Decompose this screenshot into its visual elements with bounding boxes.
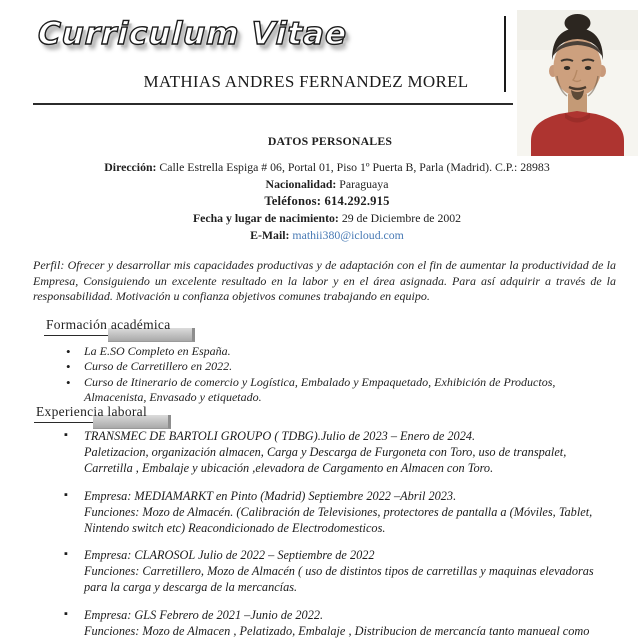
education-list bbox=[84, 344, 614, 405]
personal-data-heading: DATOS PERSONALES bbox=[267, 134, 393, 148]
birthdate-value: 29 de Diciembre de 2002 bbox=[341, 211, 462, 225]
address-label: Dirección: bbox=[104, 160, 157, 174]
profile-summary: Perfil: Ofrecer y desarrollar mis capacidades productivas y de adaptación con el fin de aumentar la productividad de la Empresa, Consiguiendo un excelente resultado en la labor y en el área asignada. Para así adquirir a través de la responsabilidad. Motivación u confianza objetivos comunes trabajando en equipo. bbox=[33, 258, 616, 304]
experience-item bbox=[84, 429, 612, 477]
experience-item-desc: Funciones: Mozo de Almacen , Pelatizado, Embalaje , Distribucion de mercancía tanto manueal como bbox=[84, 624, 590, 639]
phone-label: Teléfonos: bbox=[264, 194, 322, 208]
education-item: • Curso de Itinerario de comercio y Logística, Embalado y Empaquetado, Exhibición de Productos, Almacenista, Envasado y etiquetado. bbox=[84, 375, 614, 406]
phone-line bbox=[12, 193, 640, 210]
phone-value: 614.292.915 bbox=[324, 194, 390, 208]
experience-list bbox=[84, 429, 612, 640]
education-item: • Curso de Carretillero en 2022. bbox=[84, 359, 614, 374]
email-label: E-Mail: bbox=[250, 228, 290, 242]
email-line bbox=[12, 227, 640, 244]
experience-item-desc: Funciones: Mozo de Almacén. (Calibración de Televisiones, protectores de pantalla a (Móviles, Tablet, Nintendo switch etc) Reacondicionado de Electrodomesticos. bbox=[84, 504, 593, 535]
nationality-line bbox=[12, 176, 640, 193]
address-line bbox=[12, 159, 640, 176]
candidate-name: MATHIAS ANDRES FERNANDEZ MOREL bbox=[143, 72, 469, 91]
address-value: Calle Estrella Espiga # 06, Portal 01, Piso 1º Puerta B, Parla (Madrid). C.P.: 28983 bbox=[159, 160, 550, 174]
education-heading-label: Formación académica bbox=[46, 317, 171, 332]
experience-item-title: ▪ Empresa: GLS Febrero de 2021 –Junio de 2022. bbox=[84, 608, 324, 623]
experience-item-title: ▪ Empresa: CLAROSOL Julio de 2022 – Septiembre de 2022 bbox=[84, 548, 375, 563]
experience-item-desc: Paletizacion, organización almacen, Carga y Descarga de Furgoneta con Toro, uso de transpalet, Carretilla , Embalaje y ubicación ,elevadora de Cargamento en Almacen con Toro. bbox=[84, 444, 567, 475]
cv-wordart-title: Curriculum Vitae bbox=[37, 16, 348, 52]
experience-item bbox=[84, 608, 612, 640]
experience-item-title: ▪ Empresa: MEDIAMARKT en Pinto (Madrid) Septiembre 2022 –Abril 2023. bbox=[84, 488, 457, 503]
experience-item-title: ▪ TRANSMEC DE BARTOLI GROUPO ( TDBG).Julio de 2023 – Enero de 2024. bbox=[84, 429, 476, 443]
nationality-value: Paraguaya bbox=[339, 177, 389, 191]
experience-item bbox=[84, 548, 612, 596]
header-divider bbox=[33, 103, 513, 105]
email-link[interactable]: mathii380@icloud.com bbox=[292, 228, 404, 242]
personal-data-block bbox=[12, 159, 640, 244]
section-experience-heading bbox=[34, 403, 159, 423]
experience-heading-label: Experiencia laboral bbox=[36, 404, 148, 419]
nationality-label: Nacionalidad: bbox=[265, 177, 337, 191]
experience-item bbox=[84, 489, 612, 537]
birthdate-line bbox=[12, 210, 640, 227]
birthdate-label: Fecha y lugar de nacimiento: bbox=[192, 211, 339, 225]
section-education-heading bbox=[44, 316, 183, 336]
experience-item-desc: Funciones: Carretillero, Mozo de Almacén ( uso de distintos tipos de carretillas y maquinas elevadoras para la carga y descarga de la mercancías. bbox=[84, 564, 594, 595]
education-item: • La E.SO Completo en España. bbox=[84, 344, 614, 359]
